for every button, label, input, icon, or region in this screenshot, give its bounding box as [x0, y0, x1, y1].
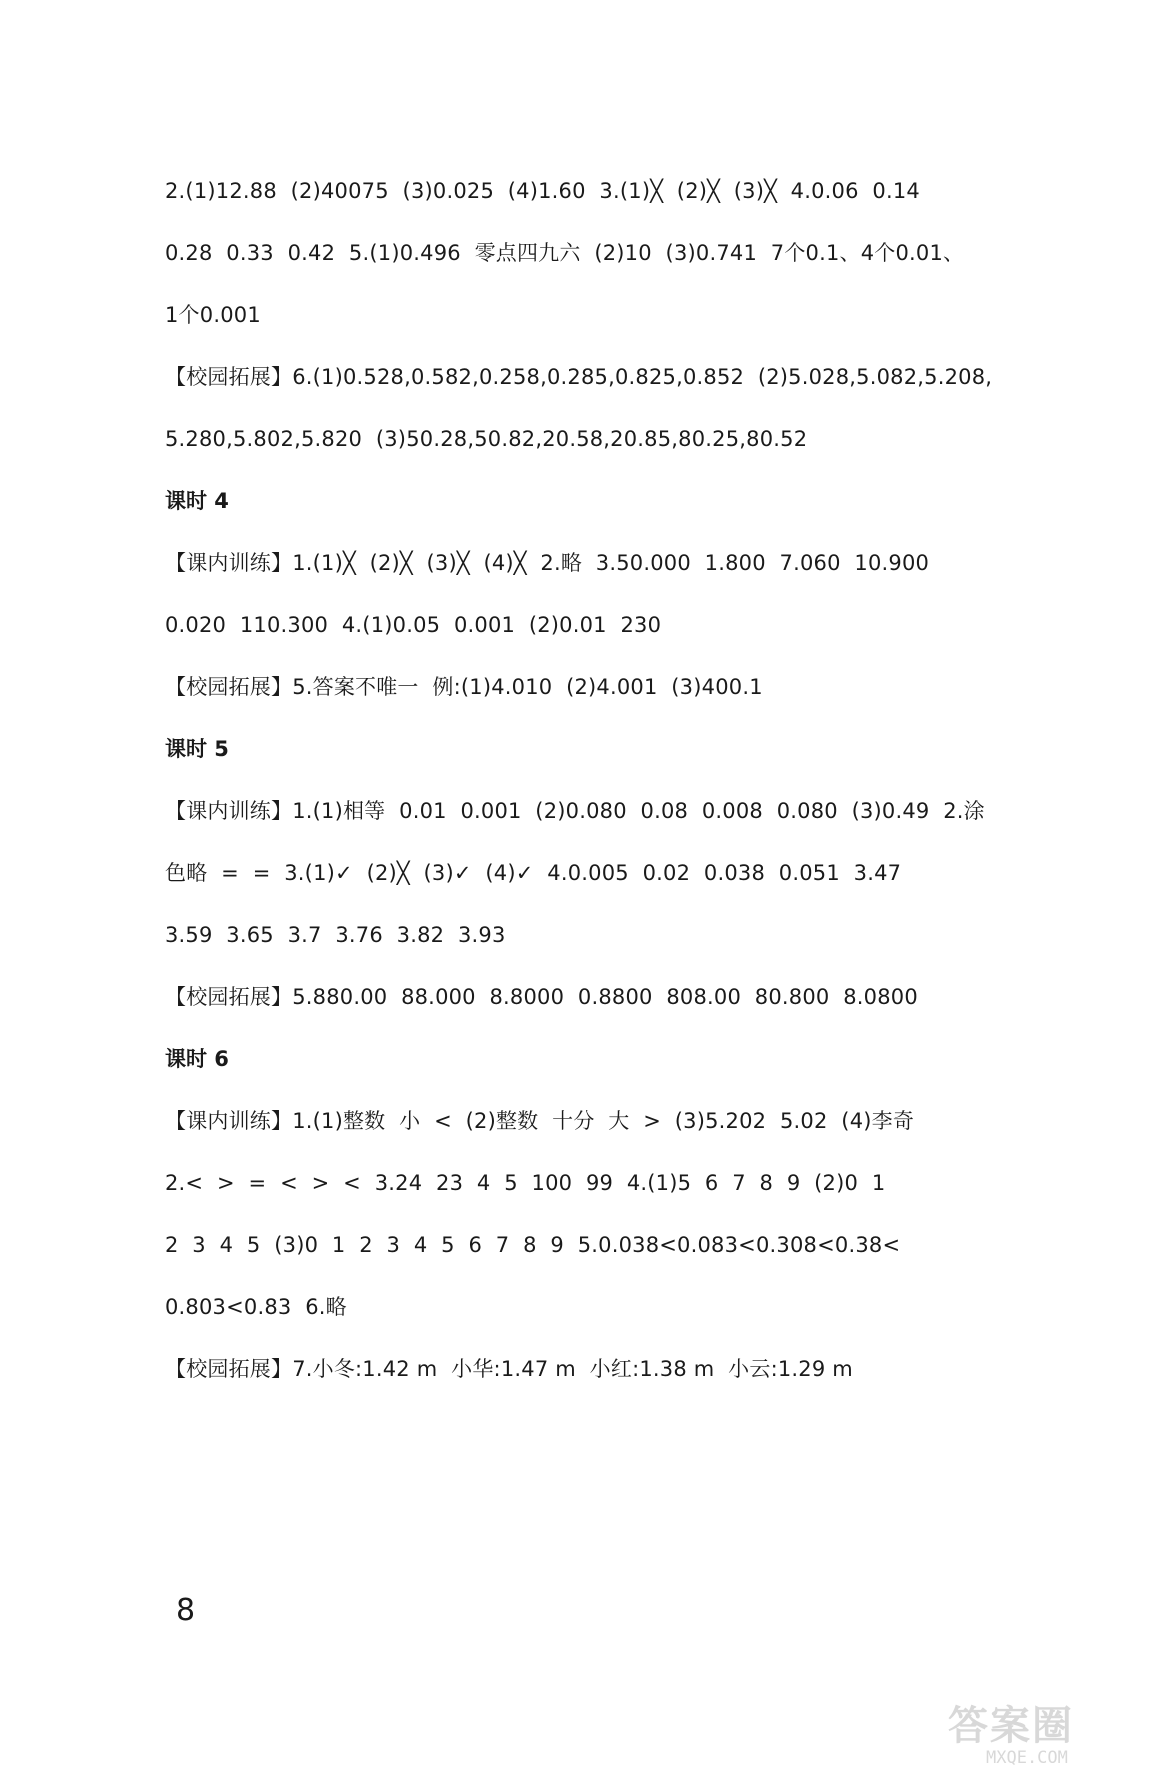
- answer-line: 【课内训练】1.(1)相等 0.01 0.001 (2)0.080 0.08 0.008 0.080 (3)0.49 2.涂: [165, 799, 985, 823]
- answer-line: 色略 = = 3.(1)✓ (2)╳ (3)✓ (4)✓ 4.0.005 0.02 0.038 0.051 3.47: [165, 861, 902, 885]
- watermark-url: MXQE.COM: [986, 1748, 1068, 1768]
- watermark-text: 答案圈: [948, 1703, 1074, 1749]
- answer-line: 2.< > = < > < 3.24 23 4 5 100 99 4.(1)5 6 7 8 9 (2)0 1: [165, 1171, 886, 1195]
- answer-line: 3.59 3.65 3.7 3.76 3.82 3.93: [165, 923, 506, 947]
- answer-line: 2.(1)12.88 (2)40075 (3)0.025 (4)1.60 3.(1)╳ (2)╳ (3)╳ 4.0.06 0.14: [165, 179, 920, 203]
- lesson-heading: 课时 6: [165, 1047, 229, 1071]
- answer-line: 【课内训练】1.(1)整数 小 < (2)整数 十分 大 > (3)5.202 5.02 (4)李奇: [165, 1109, 915, 1133]
- answer-line: 【校园拓展】6.(1)0.528,0.582,0.258,0.285,0.825,0.852 (2)5.028,5.082,5.208,: [165, 365, 993, 389]
- answer-line: 5.280,5.802,5.820 (3)50.28,50.82,20.58,20.85,80.25,80.52: [165, 427, 808, 451]
- answer-line: 【课内训练】1.(1)╳ (2)╳ (3)╳ (4)╳ 2.略 3.50.000 1.800 7.060 10.900: [165, 551, 930, 575]
- watermark-logo: [938, 1704, 1138, 1774]
- answer-line: 【校园拓展】5.答案不唯一 例:(1)4.010 (2)4.001 (3)400.1: [165, 675, 763, 699]
- answer-line: 1个0.001: [165, 303, 261, 327]
- answer-line: 0.020 110.300 4.(1)0.05 0.001 (2)0.01 230: [165, 613, 662, 637]
- answer-line: 0.28 0.33 0.42 5.(1)0.496 零点四九六 (2)10 (3)0.741 7个0.1、4个0.01、: [165, 241, 965, 265]
- lesson-heading: 课时 4: [165, 489, 229, 513]
- lesson-heading: 课时 5: [165, 737, 229, 761]
- answer-line: 【校园拓展】7.小冬:1.42 m 小华:1.47 m 小红:1.38 m 小云:1.29 m: [165, 1357, 853, 1381]
- answer-line: 【校园拓展】5.880.00 88.000 8.8000 0.8800 808.00 80.800 8.0800: [165, 985, 918, 1009]
- page-number: 8: [176, 1593, 196, 1628]
- answer-line: 0.803<0.83 6.略: [165, 1295, 347, 1319]
- answer-line: 2 3 4 5 (3)0 1 2 3 4 5 6 7 8 9 5.0.038<0.083<0.308<0.38<: [165, 1233, 901, 1257]
